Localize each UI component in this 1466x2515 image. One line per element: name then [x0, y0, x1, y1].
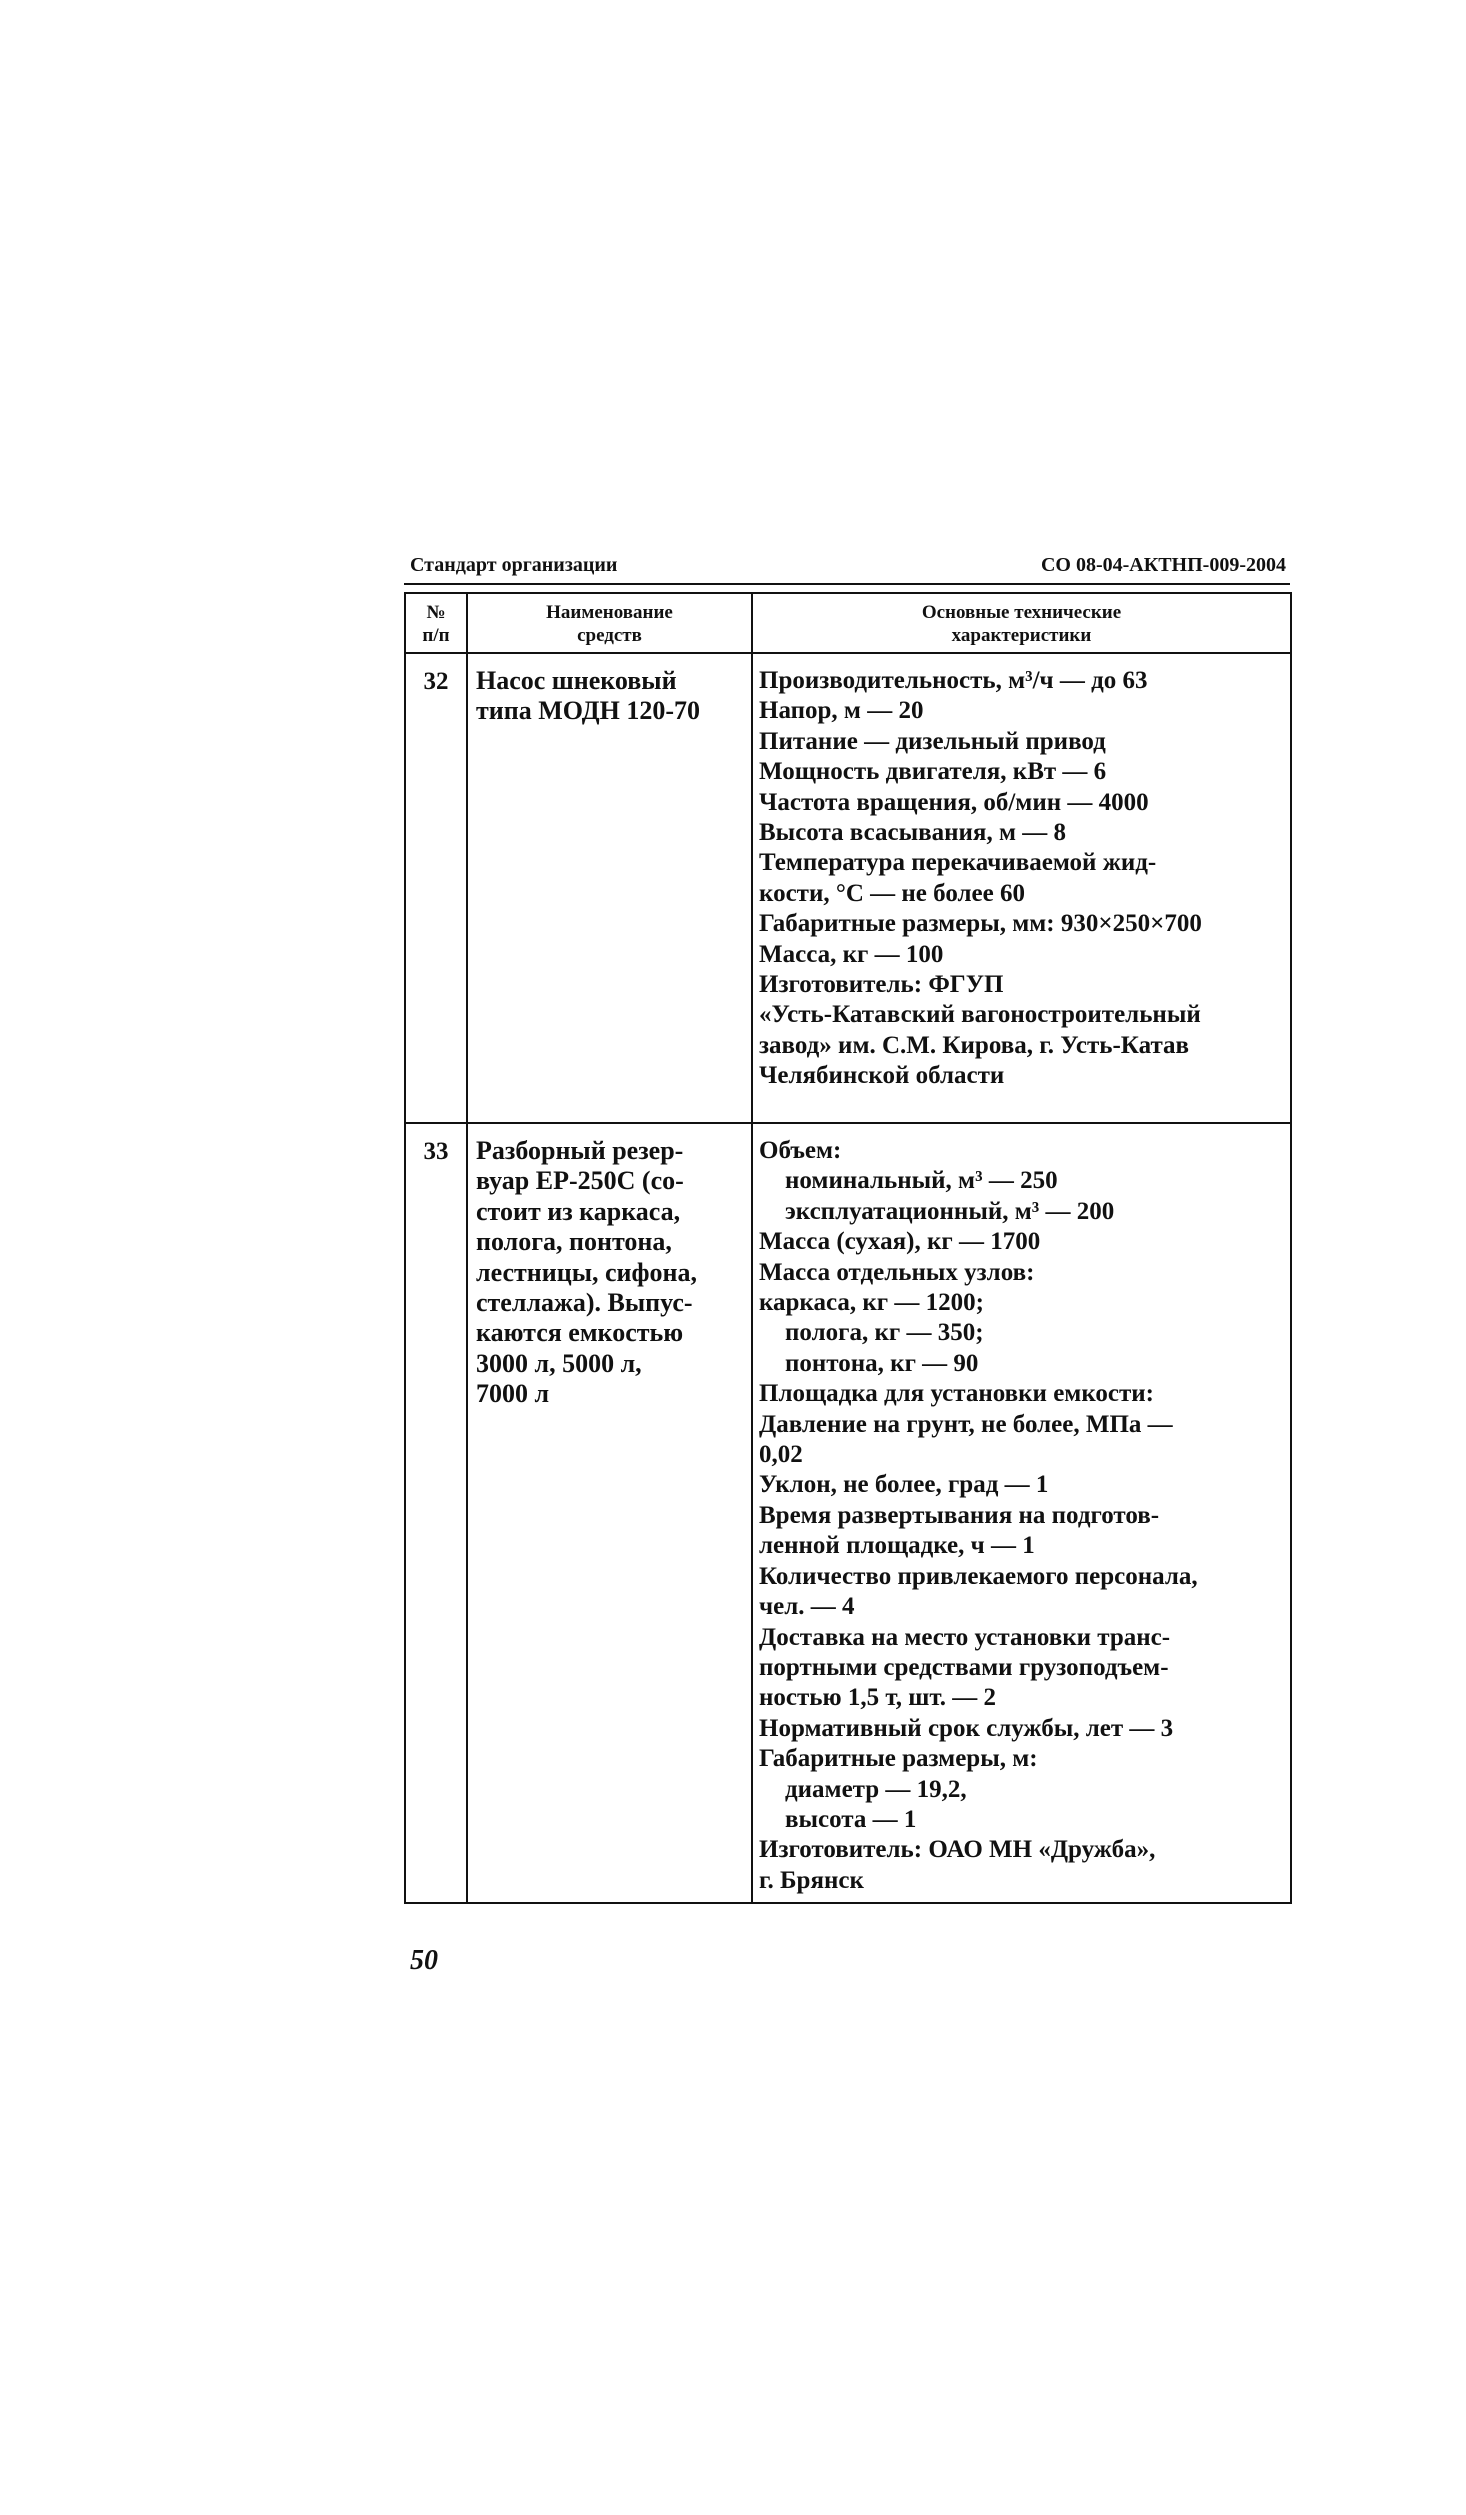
spec-line: Питание — дизельный привод — [759, 727, 1106, 755]
spec-line: Время развертывания на подготов- — [759, 1501, 1160, 1529]
spec-line: чел. — 4 — [759, 1593, 855, 1621]
column-header-number: № п/п — [405, 593, 467, 653]
spec-line: Нормативный срок службы, лет — 3 — [759, 1714, 1174, 1742]
spec-line: диаметр — 19,2, — [785, 1775, 967, 1803]
spec-line: Масса, кг — 100 — [759, 940, 944, 968]
spec-line: 0,02 — [759, 1441, 803, 1469]
spec-line: Габаритные размеры, мм: 930×250×700 — [759, 910, 1202, 938]
header-right: СО 08-04-АКТНП-009-2004 — [1040, 554, 1286, 576]
spec-line: Изготовитель: ФГУП — [759, 971, 1004, 999]
spec-line: Уклон, не более, град — 1 — [759, 1471, 1049, 1499]
spec-line: Габаритные размеры, м: — [759, 1745, 1038, 1773]
table-row — [405, 653, 1291, 1123]
spec-line: Мощность двигателя, кВт — 6 — [759, 758, 1107, 786]
spec-line: высота — 1 — [785, 1805, 917, 1833]
spec-line: Масса отдельных узлов: — [759, 1258, 1035, 1286]
spec-line: Температура перекачиваемой жид- — [759, 849, 1157, 877]
spec-line: г. Брянск — [759, 1866, 864, 1894]
spec-line: Масса (сухая), кг — 1700 — [759, 1228, 1041, 1256]
spec-line: ленной площадке, ч — 1 — [759, 1532, 1035, 1560]
spec-line: Челябинской области — [759, 1062, 1005, 1090]
equipment-name: Разборный резер- вуар ЕР-250С (со- стоит из каркаса, полога, понтона, лестницы, сифона, стеллажа). Выпус- каются емкостью 3000 л, 5000 л, 7000 л — [467, 1123, 752, 1903]
spec-line: Давление на грунт, не более, МПа — — [759, 1410, 1173, 1438]
spec-line: Количество привлекаемого персонала, — [759, 1562, 1198, 1590]
spec-line: Напор, м — 20 — [759, 697, 924, 725]
header-rule — [404, 583, 1290, 585]
running-header — [410, 546, 1286, 576]
spec-line: Изготовитель: ОАО МН «Дружба», — [759, 1836, 1156, 1864]
spec-line: каркаса, кг — 1200; — [759, 1289, 984, 1317]
spec-line: Площадка для установки емкости: — [759, 1380, 1155, 1408]
spec-line: Доставка на место установки транс- — [759, 1623, 1171, 1651]
spec-line: полога, кг — 350; — [785, 1319, 984, 1347]
spec-line: кости, °С — не более 60 — [759, 879, 1025, 907]
table-row — [405, 1123, 1291, 1903]
equipment-name: Насос шнековый типа МОДН 120-70 — [467, 653, 752, 1123]
spec-line: Производительность, м³/ч — до 63 — [759, 667, 1148, 694]
spec-line: Частота вращения, об/мин — 4000 — [759, 788, 1149, 816]
spec-list — [752, 653, 1291, 1123]
row-number: 32 — [405, 653, 467, 1123]
spec-line: завод» им. С.М. Кирова, г. Усть-Катав — [759, 1031, 1190, 1059]
column-header-specs: Основные технические характеристики — [752, 593, 1291, 653]
spec-line: портными средствами грузоподъем- — [759, 1653, 1169, 1681]
header-left: Стандарт организации — [410, 554, 618, 576]
column-header-name: Наименование средств — [467, 593, 752, 653]
spec-line: «Усть-Катавский вагоностроительный — [759, 1001, 1201, 1029]
spec-list — [752, 1123, 1291, 1903]
spec-line: номинальный, м³ — 250 — [785, 1167, 1058, 1195]
spec-line: ностью 1,5 т, шт. — 2 — [759, 1684, 997, 1712]
table-header-row — [405, 593, 1291, 653]
page-number: 50 — [410, 1945, 438, 1976]
spec-line: эксплуатационный, м³ — 200 — [785, 1197, 1115, 1225]
spec-line: Объем: — [759, 1137, 842, 1164]
equipment-table — [404, 592, 1292, 1904]
spec-line: понтона, кг — 90 — [785, 1349, 979, 1377]
spec-line: Высота всасывания, м — 8 — [759, 819, 1066, 847]
row-number: 33 — [405, 1123, 467, 1903]
